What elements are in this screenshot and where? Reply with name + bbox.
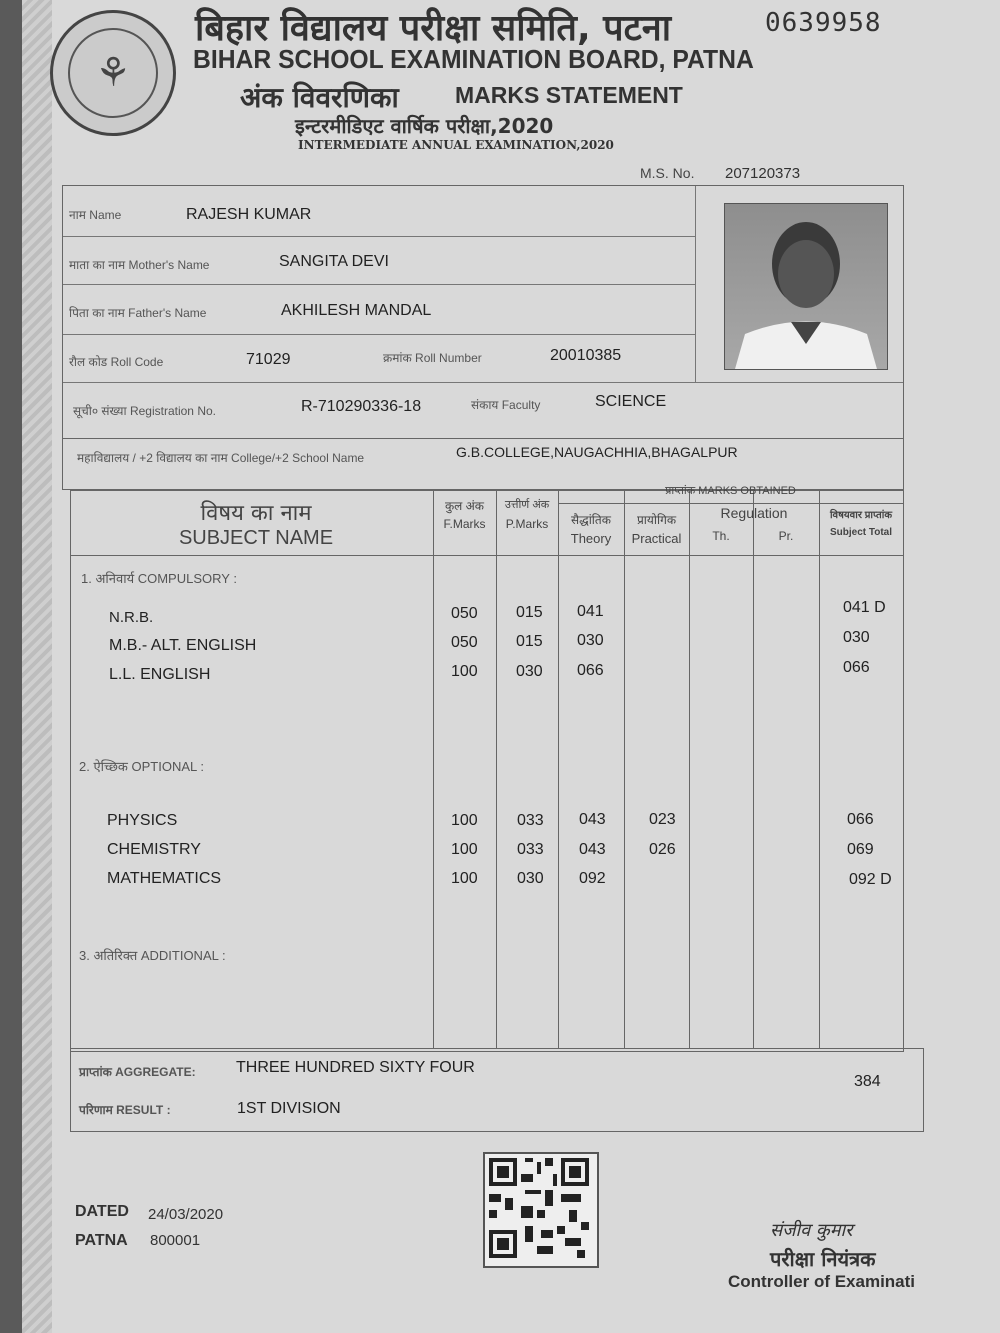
issue-date: 24/03/2020 (148, 1206, 224, 1223)
roll-code: 71029 (246, 351, 291, 368)
full-marks: 050 (451, 605, 478, 622)
subject-total: 030 (843, 629, 870, 646)
result-division: 1ST DIVISION (237, 1100, 341, 1117)
student-photo (724, 203, 888, 370)
exam-name-english: INTERMEDIATE ANNUAL EXAMINATION,2020 (298, 138, 614, 152)
theory-marks: 030 (577, 632, 604, 649)
marks-obtained-header: प्राप्तांक MARKS OBTAINED (665, 485, 796, 497)
pin-code: 800001 (150, 1232, 201, 1249)
roll-code-label: रौल कोड Roll Code (69, 355, 164, 369)
pass-marks: 015 (516, 633, 543, 650)
theory-header: Theory (570, 531, 612, 546)
fmarks-header: F.Marks (443, 517, 486, 531)
subject-total: 092 D (849, 871, 892, 888)
roll-number: 20010385 (550, 347, 622, 364)
statement-title-hindi: अंक विवरणिका (240, 81, 399, 114)
full-marks: 100 (451, 812, 478, 829)
security-border (22, 0, 52, 1333)
pass-marks: 030 (517, 870, 544, 887)
board-seal-logo: ⚘ (50, 10, 176, 136)
student-name: RAJESH KUMAR (186, 206, 312, 223)
mother-name: SANGITA DEVI (279, 253, 389, 270)
father-name-label: पिता का नाम Father's Name (69, 306, 207, 320)
subject-total: 066 (847, 811, 874, 828)
subject-total: 041 D (843, 599, 886, 616)
theory-header-hindi: सैद्धांतिक (571, 513, 611, 527)
full-marks: 100 (451, 841, 478, 858)
marks-table (70, 485, 904, 1052)
pmarks-header-hindi: उत्तीर्ण अंक (504, 499, 550, 511)
registration-label: सूची० संख्या Registration No. (73, 404, 216, 418)
faculty-label: संकाय Faculty (471, 398, 541, 412)
ms-no-value: 207120373 (725, 165, 801, 182)
name-label: नाम Name (69, 208, 122, 222)
exam-name-hindi: इन्टरमीडिएट वार्षिक परीक्षा,2020 (295, 114, 554, 138)
additional-section-label: 3. अतिरिक्त ADDITIONAL : (79, 948, 226, 963)
pmarks-header: P.Marks (505, 517, 549, 531)
serial-number: 0639958 (765, 8, 882, 38)
subject-total: 069 (847, 841, 874, 858)
theory-marks: 043 (579, 811, 606, 828)
regulation-practical-header: Pr. (778, 529, 794, 543)
practical-header-hindi: प्रायोगिक (636, 513, 677, 527)
aggregate-box (70, 1048, 924, 1132)
subject-header-hindi: विषय का नाम (200, 501, 312, 526)
compulsory-section-label: 1. अनिवार्य COMPULSORY : (81, 571, 237, 586)
theory-marks: 041 (577, 603, 604, 620)
subject-total-header-hindi: विषयवार प्राप्तांक (829, 510, 893, 521)
mother-name-label: माता का नाम Mother's Name (69, 258, 210, 272)
pass-marks: 033 (517, 841, 544, 858)
subject-name: N.R.B. (109, 609, 154, 626)
regulation-theory-header: Th. (712, 529, 730, 543)
pass-marks: 015 (516, 604, 543, 621)
subject-header-english: SUBJECT NAME (178, 527, 334, 549)
result-label: परिणाम RESULT : (79, 1103, 171, 1117)
theory-marks: 043 (579, 841, 606, 858)
practical-header: Practical (631, 531, 682, 546)
faculty: SCIENCE (595, 393, 667, 410)
subject-name: L.L. ENGLISH (109, 666, 211, 683)
college-label: महाविद्यालय / +2 विद्यालय का नाम College/+2 School Name (77, 451, 365, 465)
subject-name: PHYSICS (107, 812, 178, 829)
regulation-header: Regulation (720, 505, 788, 521)
college-name: G.B.COLLEGE,NAUGACHHIA,BHAGALPUR (456, 444, 738, 460)
board-name-hindi: बिहार विद्यालय परीक्षा समिति, पटना (195, 8, 672, 49)
practical-marks: 023 (649, 811, 676, 828)
subject-name: CHEMISTRY (107, 841, 201, 858)
father-name: AKHILESH MANDAL (281, 302, 432, 319)
theory-marks: 092 (579, 870, 606, 887)
controller-signature: संजीव कुमार (770, 1220, 853, 1241)
full-marks: 100 (451, 663, 478, 680)
subject-total: 066 (843, 659, 870, 676)
roll-number-label: क्रमांक Roll Number (383, 351, 482, 365)
fmarks-header-hindi: कुल अंक (444, 499, 485, 513)
aggregate-in-words: THREE HUNDRED SIXTY FOUR (236, 1059, 475, 1076)
controller-title-hindi: परीक्षा नियंत्रक (770, 1247, 876, 1271)
qr-code (483, 1152, 599, 1268)
pass-marks: 030 (516, 663, 543, 680)
theory-marks: 066 (577, 662, 604, 679)
ms-no-label: M.S. No. (640, 165, 695, 181)
aggregate-label: प्राप्तांक AGGREGATE: (79, 1065, 196, 1079)
pass-marks: 033 (517, 812, 544, 829)
subject-name: MATHEMATICS (107, 870, 222, 887)
optional-section-label: 2. ऐच्छिक OPTIONAL : (79, 759, 204, 774)
aggregate-total: 384 (854, 1073, 881, 1090)
subject-name: M.B.- ALT. ENGLISH (109, 637, 257, 654)
statement-title-english: MARKS STATEMENT (455, 82, 683, 108)
controller-title-english: Controller of Examinati (728, 1272, 916, 1291)
practical-marks: 026 (649, 841, 676, 858)
dated-label: DATED (75, 1203, 129, 1220)
place-label: PATNA (75, 1232, 128, 1249)
full-marks: 050 (451, 634, 478, 651)
board-name-english: BIHAR SCHOOL EXAMINATION BOARD, PATNA (193, 44, 754, 74)
full-marks: 100 (451, 870, 478, 887)
registration-number: R-710290336-18 (301, 398, 422, 415)
subject-total-header: Subject Total (829, 527, 893, 538)
